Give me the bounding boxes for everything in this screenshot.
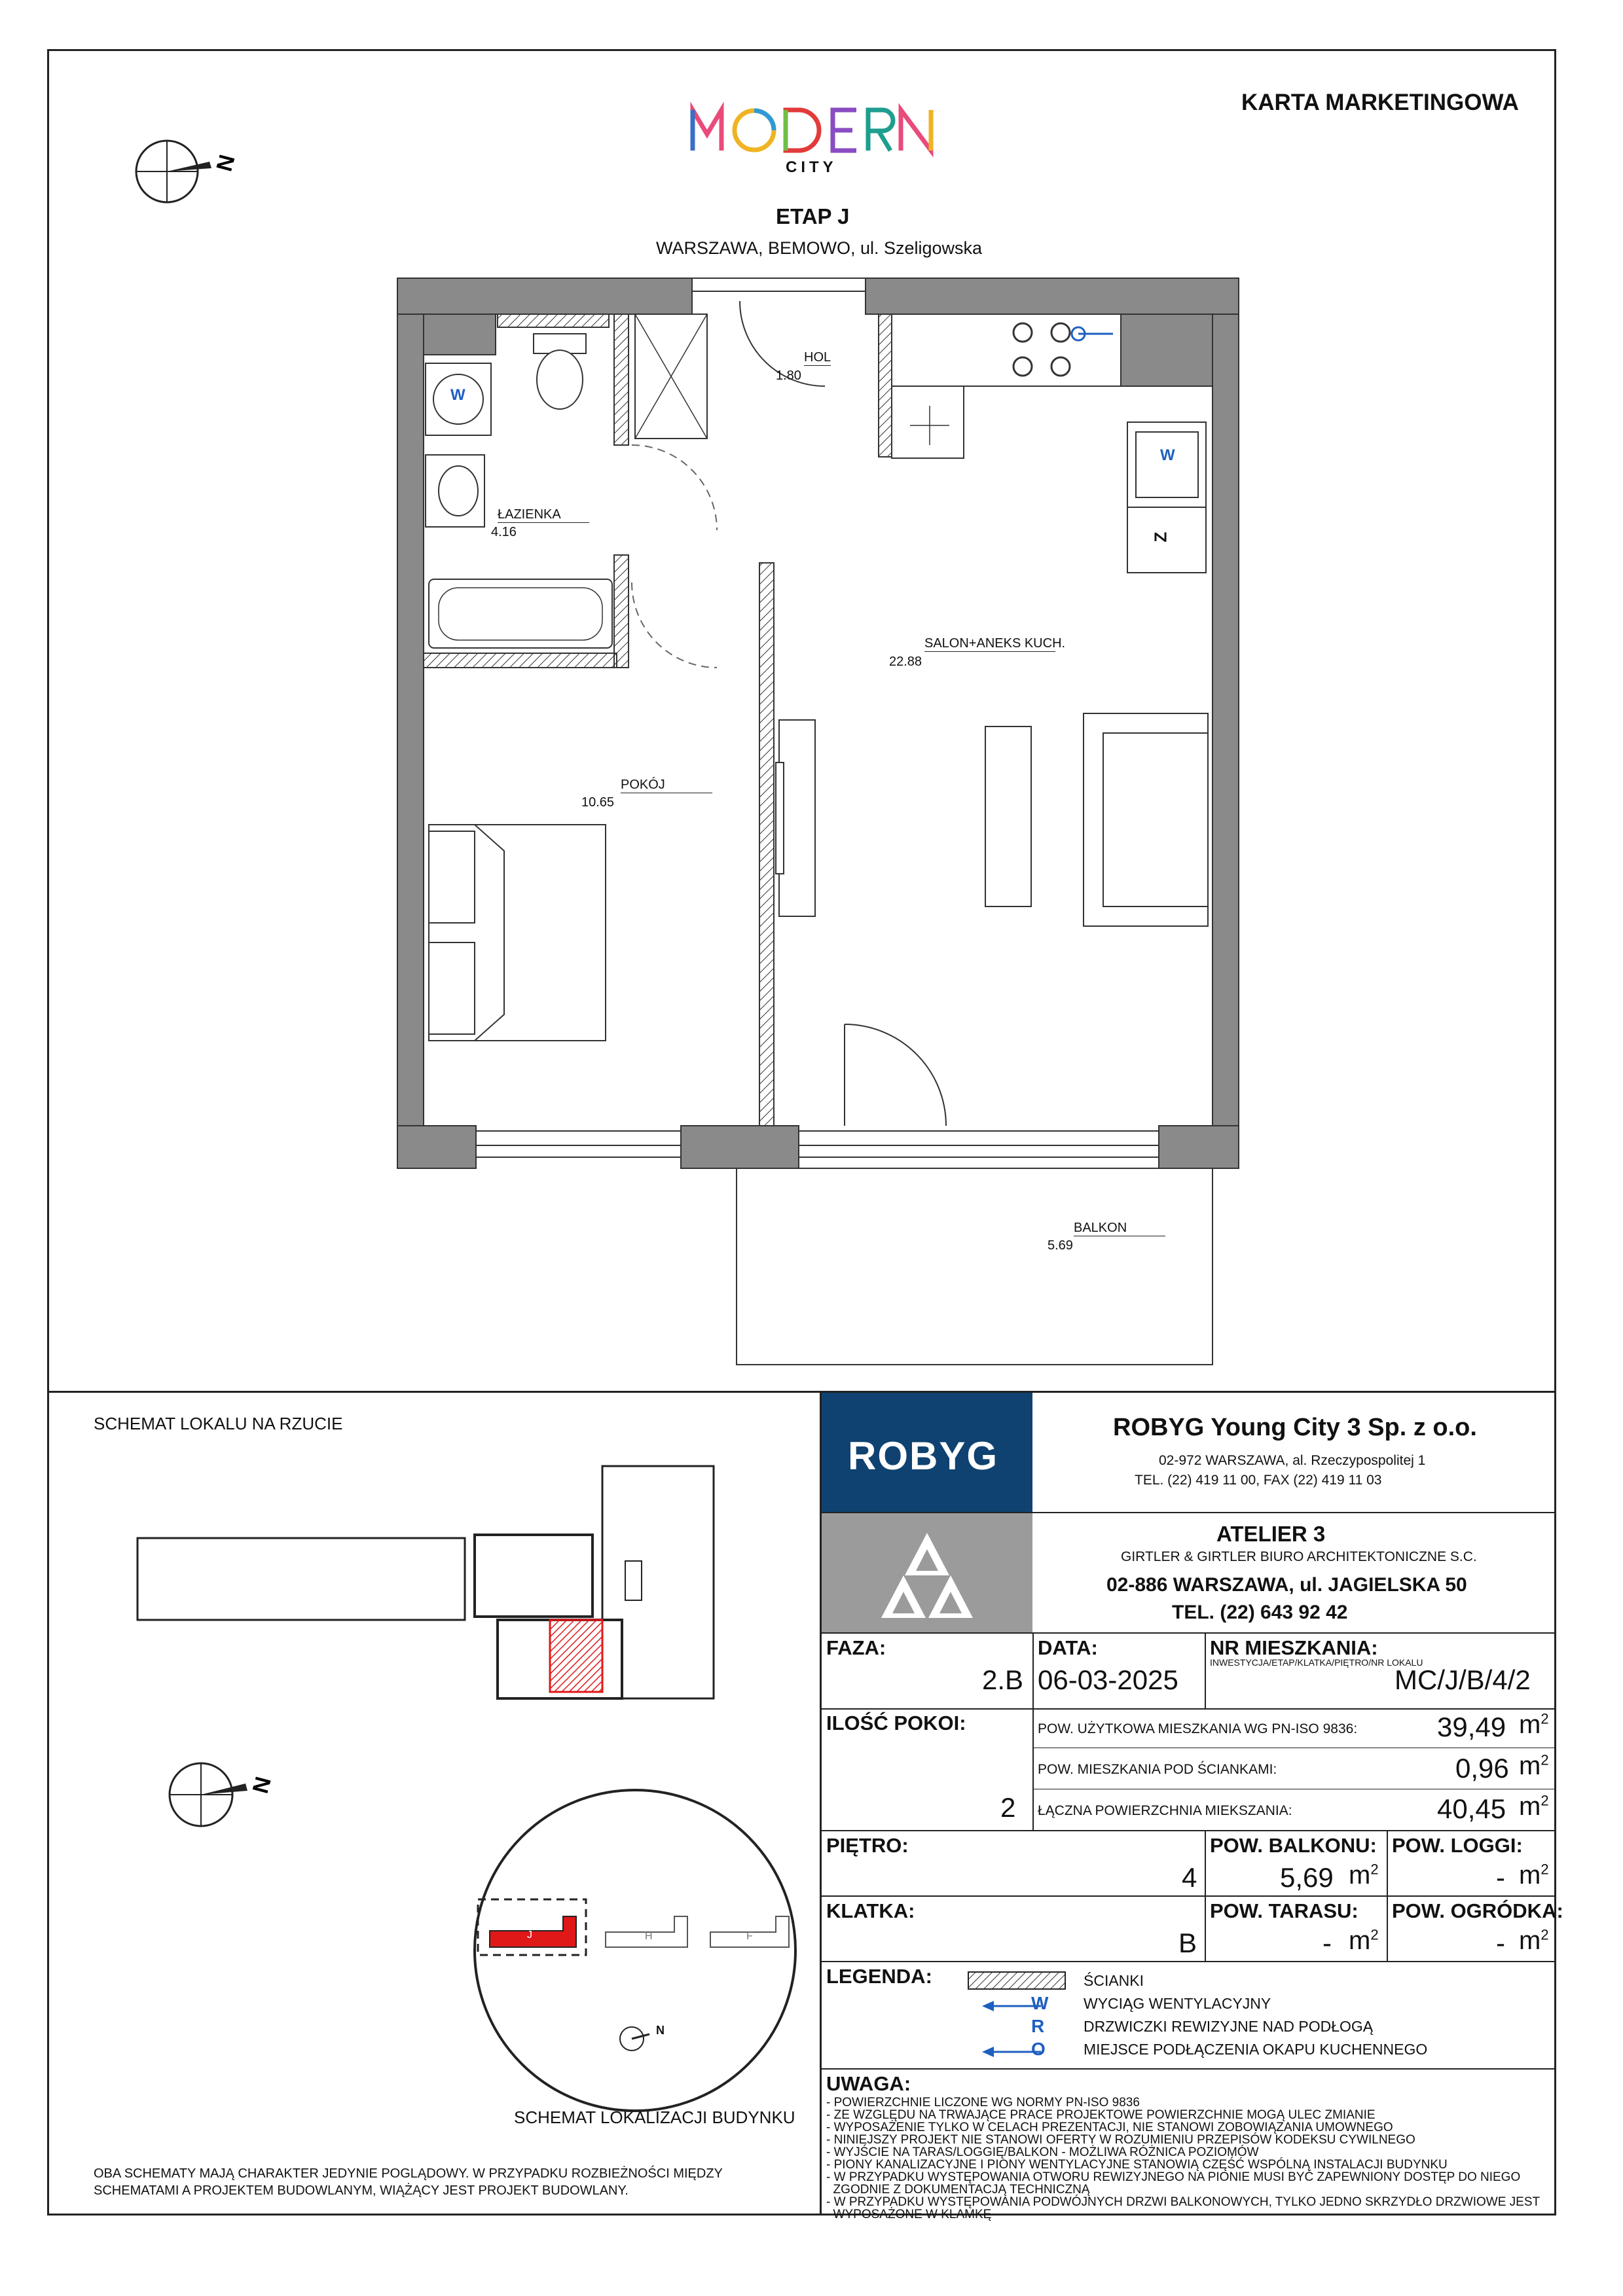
table-border <box>1032 1632 1034 1708</box>
table-border <box>822 1708 1556 1710</box>
building-map-north-label: N <box>656 2024 665 2037</box>
room-area-living: 22.88 <box>889 655 922 669</box>
robyg-logo-text: ROBYG <box>848 1434 999 1478</box>
data-label: DATA: <box>1038 1636 1098 1659</box>
stage-title: ETAP J <box>776 204 850 228</box>
marketing-card-label: KARTA MARKETINGOWA <box>1241 90 1519 115</box>
north-arrow-schema-icon <box>160 1754 291 1839</box>
table-border <box>1032 1708 1034 1830</box>
ogrodek-value: - <box>1496 1928 1505 1958</box>
architect-name: ATELIER 3 <box>1216 1522 1326 1546</box>
architect-phone: TEL. (22) 643 92 42 <box>1172 1602 1348 1623</box>
pow-laczna-value: 40,45 <box>1437 1793 1506 1824</box>
table-border <box>822 1830 1556 1831</box>
fridge-marker: Z <box>1150 531 1171 543</box>
table-border <box>1205 1632 1206 1708</box>
room-name-balcony: BALKON <box>1074 1221 1165 1236</box>
pow-uzytkowa-label: POW. UŻYTKOWA MIESZKANIA WG PN-ISO 9836: <box>1038 1721 1358 1736</box>
note-line: - POWIERZCHNIE LICZONE WG NORMY PN-ISO 9836 <box>826 2096 1140 2109</box>
vent-marker-kitchen: W <box>1160 446 1175 464</box>
klatka-label: KLATKA: <box>826 1899 915 1922</box>
legend-item-revision: DRZWICZKI REWIZYJNE NAD PODŁOGĄ <box>1084 2018 1374 2035</box>
legend-symbol-w: W <box>1031 1993 1049 2013</box>
robyg-logo <box>822 1393 1032 1512</box>
svg-text:N: N <box>247 1774 276 1797</box>
klatka-value: B <box>1178 1928 1197 1958</box>
developer-name: ROBYG Young City 3 Sp. z o.o. <box>1113 1414 1477 1441</box>
room-area-balcony: 5.69 <box>1048 1238 1073 1253</box>
atelier-logo <box>822 1513 1032 1632</box>
unit-m2: $m^2$ <box>1519 1792 1549 1821</box>
pokoje-label: ILOŚĆ POKOI: <box>826 1712 966 1734</box>
legend-title: LEGENDA: <box>826 1965 932 1988</box>
pietro-label: PIĘTRO: <box>826 1834 909 1857</box>
building-label-j: J <box>527 1929 532 1941</box>
pow-scianki-value: 0,96 <box>1455 1753 1509 1784</box>
disclaimer-line-1: OBA SCHEMATY MAJĄ CHARAKTER JEDYNIE POGLĄDOWY. W PRZYPADKU ROZBIEŻNOŚCI MIĘDZY <box>94 2166 723 2181</box>
legend-item-partitions: ŚCIANKI <box>1084 1972 1144 1989</box>
note-line: WYPOSAŻONE W KLAMKĘ <box>826 2208 992 2221</box>
legend-symbol-r: R <box>1031 2016 1045 2036</box>
note-line: - NINIEJSZY PROJEKT NIE STANOWI OFERTY W ROZUMIENIU PRZEPISÓW KODEKSU CYWILNEGO <box>826 2133 1415 2147</box>
architect-address: 02-886 WARSZAWA, ul. JAGIELSKA 50 <box>1106 1574 1467 1596</box>
note-line: - WYPOSAŻENIE TYLKO W CELACH PREZENTACJI, NIE STANOWI ZOBOWIĄZANIA UMOWNEGO <box>826 2121 1393 2134</box>
note-line: - WYJŚCIE NA TARAS/LOGGIĘ/BALKON - MOŻLIWA RÓŻNICA POZIOMÓW <box>826 2145 1259 2159</box>
developer-address: 02-972 WARSZAWA, al. Rzeczypospolitej 1 <box>1159 1453 1426 1468</box>
unit-m2: $m^2$ <box>1519 1710 1549 1739</box>
building-location-map <box>471 1787 799 2114</box>
logo-city-text: CITY <box>786 158 837 176</box>
pow-scianki-label: POW. MIESZKANIA POD ŚCIANKAMI: <box>1038 1762 1277 1777</box>
nr-label: NR MIESZKANIA: <box>1210 1636 1378 1659</box>
ogrodek-label: POW. OGRÓDKA: <box>1392 1899 1563 1922</box>
nr-sublabel: INWESTYCJA/ETAP/KLATKA/PIĘTRO/NR LOKALU <box>1210 1657 1423 1668</box>
pow-laczna-label: ŁĄCZNA POWIERZCHNIA MIEKSZANIA: <box>1038 1803 1292 1818</box>
table-border <box>822 2068 1556 2070</box>
room-name-living: SALON+ANEKS KUCH. <box>924 636 1066 651</box>
svg-text:N: N <box>211 152 240 174</box>
balkon-value: 5,69 <box>1280 1862 1334 1893</box>
developer-phone: TEL. (22) 419 11 00, FAX (22) 419 11 03 <box>1135 1473 1382 1488</box>
note-line: ZGODNIE Z DOKUMENTACJĄ TECHNICZNĄ <box>826 2183 1090 2197</box>
table-border <box>822 1961 1556 1962</box>
note-line: - W PRZYPADKU WYSTĘPOWANIA PODWÓJNYCH DRZWI BALKONOWYCH, TYLKO JEDNO SKRZYDŁO DRZWIOWE JEST <box>826 2195 1541 2209</box>
room-name-bedroom: POKÓJ <box>621 778 712 793</box>
floor-plan <box>393 275 1244 1388</box>
pokoje-value: 2 <box>1000 1792 1016 1823</box>
legend-item-hood: MIEJSCE PODŁĄCZENIA OKAPU KUCHENNEGO <box>1084 2041 1428 2058</box>
room-name-hol: HOL <box>804 350 831 365</box>
section-divider <box>47 1391 1556 1393</box>
loggia-label: POW. LOGGI: <box>1392 1834 1523 1857</box>
unit-m2: $m^2$ <box>1519 1861 1549 1890</box>
data-value: 06-03-2025 <box>1038 1664 1178 1695</box>
notes-title: UWAGA: <box>826 2072 911 2095</box>
architect-firm: GIRTLER & GIRTLER BIURO ARCHITEKTONICZNE S.C. <box>1121 1549 1477 1564</box>
unit-m2: $m^2$ <box>1349 1926 1379 1955</box>
unit-m2: $m^2$ <box>1519 1751 1549 1780</box>
floor-schema-title: SCHEMAT LOKALU NA RZUCIE <box>94 1414 343 1433</box>
vent-marker-bathroom: W <box>450 386 465 404</box>
taras-label: POW. TARASU: <box>1210 1899 1359 1922</box>
room-area-bedroom: 10.65 <box>581 795 615 810</box>
building-schema-title: SCHEMAT LOKALIZACJI BUDYNKU <box>514 2108 795 2127</box>
room-area-bathroom: 4.16 <box>491 525 517 539</box>
legend-symbol-o: O <box>1031 2039 1046 2059</box>
building-label-f: F <box>746 1931 753 1942</box>
faza-label: FAZA: <box>826 1636 886 1659</box>
north-arrow-icon <box>128 134 246 213</box>
faza-value: 2.B <box>982 1664 1024 1695</box>
room-name-bathroom: ŁAZIENKA <box>498 507 589 523</box>
hood-connection-icon <box>1070 324 1116 344</box>
unit-m2: $m^2$ <box>1349 1861 1379 1890</box>
room-area-hol: 1.80 <box>776 368 801 383</box>
balkon-label: POW. BALKONU: <box>1210 1834 1377 1857</box>
project-address: WARSZAWA, BEMOWO, ul. Szeligowska <box>656 238 983 258</box>
note-line: - W PRZYPADKU WYSTĘPOWANIA OTWORU REWIZYJNEGO NA PIONIE MUSI BYĆ ZAPEWNIONY DOSTĘP DO NIEGO <box>826 2170 1521 2184</box>
unit-m2: $m^2$ <box>1519 1926 1549 1955</box>
partition-hatch-icon <box>968 1971 1066 1990</box>
disclaimer-line-2: SCHEMATAMI A PROJEKTEM BUDOWLANYM, WIĄŻĄCY JEST PROJEKT BUDOWLANY. <box>94 2183 629 2198</box>
pietro-value: 4 <box>1182 1862 1197 1893</box>
taras-value: - <box>1322 1928 1332 1958</box>
legend-item-vent: WYCIĄG WENTYLACYJNY <box>1084 1995 1271 2012</box>
pow-uzytkowa-value: 39,49 <box>1437 1712 1506 1742</box>
building-label-h: H <box>645 1931 653 1942</box>
loggia-value: - <box>1496 1862 1505 1893</box>
note-line: - PIONY KANALIZACYJNE I PIONY WENTYLACYJNE STANOWIĄ CZĘŚĆ WSPÓLNĄ INSTALACJI BUDYNKU <box>826 2158 1448 2172</box>
floor-schema-drawing <box>131 1463 720 1712</box>
table-border <box>822 1632 1556 1634</box>
note-line: - ZE WZGLĘDU NA TRWAJĄCE PRACE PROJEKTOWE POWIERZCHNIE MOGĄ ULEC ZMIANIE <box>826 2108 1376 2122</box>
table-border <box>822 1895 1556 1897</box>
modern-city-logo <box>687 98 943 177</box>
nr-value: MC/J/B/4/2 <box>1395 1664 1531 1695</box>
